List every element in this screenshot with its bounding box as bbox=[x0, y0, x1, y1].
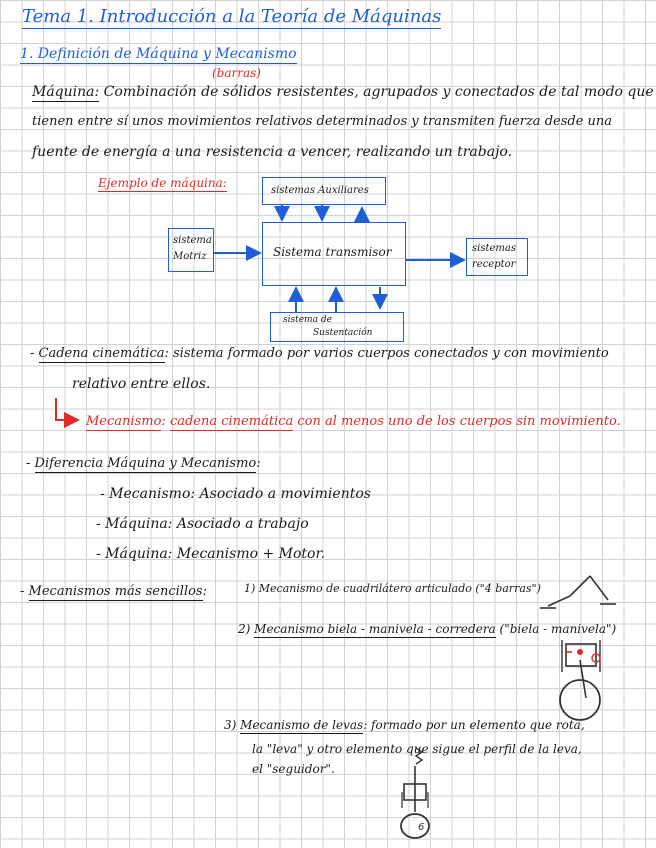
diferencia-item-2: - Máquina: Asociado a trabajo bbox=[96, 516, 309, 532]
cadena-term: Cadena cinemática bbox=[38, 346, 165, 361]
sencillos-heading: Mecanismos más sencillos bbox=[28, 584, 203, 599]
cadena-def-1: : sistema formado por varios cuerpos conectados y con movimiento bbox=[164, 346, 609, 361]
sencillos-item-3-line-3: el "seguidor". bbox=[252, 762, 335, 776]
sencillos-heading-line: - Mecanismos más sencillos: bbox=[20, 584, 207, 599]
maquina-text-1: Combinación de sólidos resistentes, agrupados y conectados de tal modo que bbox=[103, 84, 654, 100]
sencillos-item-2-title: Mecanismo biela - manivela - corredera bbox=[254, 622, 496, 636]
cadena-dash: - bbox=[30, 346, 39, 361]
maquina-term: Máquina: bbox=[32, 84, 100, 100]
box-receptor-label-1: sistemas bbox=[472, 243, 516, 254]
mecanismo-def-rest: con al menos uno de los cuerpos sin movimiento. bbox=[297, 414, 621, 429]
diferencia-heading-line: - Diferencia Máquina y Mecanismo: bbox=[26, 456, 261, 471]
cadena-line-1 bbox=[30, 346, 609, 361]
sencillos-item-2-num: 2) bbox=[238, 622, 251, 636]
box-motriz-label-2: Motriz bbox=[173, 251, 207, 262]
diferencia-heading: Diferencia Máquina y Mecanismo bbox=[34, 456, 257, 471]
cadena-def-2: relativo entre ellos. bbox=[72, 376, 211, 392]
mecanismo-term: Mecanismo bbox=[86, 414, 162, 429]
svg-text:6: 6 bbox=[418, 822, 425, 833]
cam-sketch bbox=[401, 748, 429, 838]
diferencia-item-3: - Máquina: Mecanismo + Motor. bbox=[96, 546, 326, 562]
mecanismo-line bbox=[86, 414, 621, 429]
barras-note: (barras) bbox=[212, 66, 261, 80]
sencillos-item-1: 1) Mecanismo de cuadrilátero articulado ("4 barras") bbox=[244, 582, 541, 595]
box-auxiliares-label: sistemas Auxiliares bbox=[271, 185, 369, 196]
sencillos-item-2-rest: ("biela - manivela") bbox=[499, 622, 617, 636]
maquina-text-3: fuente de energía a una resistencia a vencer, realizando un trabajo. bbox=[32, 144, 513, 160]
diferencia-colon: : bbox=[256, 456, 261, 471]
slider-crank-sketch bbox=[560, 640, 600, 720]
sencillos-item-3-rest: : formado por un elemento que rota, bbox=[363, 718, 585, 732]
box-sustentacion-label-1: sistema de bbox=[283, 315, 332, 325]
page-title: Tema 1. Introducción a la Teoría de Máquinas bbox=[22, 6, 442, 27]
sencillos-item-3-num: 3) bbox=[224, 718, 237, 732]
box-receptor-label-2: receptor bbox=[472, 259, 516, 270]
sencillos-item-3-line-2: la "leva" y otro elemento que sigue el perfil de la leva, bbox=[252, 742, 582, 756]
diagram-label: Ejemplo de máquina: bbox=[98, 176, 227, 190]
sencillos-item-3 bbox=[224, 718, 585, 732]
box-motriz-label-1: sistema bbox=[173, 235, 212, 246]
maquina-text-2: tienen entre sí unos movimientos relativos determinados y transmiten fuerza desde una bbox=[32, 114, 613, 129]
sencillos-item-3-title: Mecanismo de levas bbox=[240, 718, 364, 732]
section-heading: 1. Definición de Máquina y Mecanismo bbox=[20, 46, 297, 62]
diferencia-item-1: - Mecanismo: Asociado a movimientos bbox=[100, 486, 371, 502]
sencillos-colon: : bbox=[202, 584, 207, 599]
mecanismo-arrow bbox=[56, 398, 76, 420]
mecanismo-def-ul: cadena cinemática bbox=[169, 414, 294, 429]
mecanismo-colon: : bbox=[161, 414, 166, 429]
box-sustentacion-label-2: Sustentación bbox=[313, 328, 373, 338]
sencillos-item-2 bbox=[238, 622, 616, 636]
four-bar-sketch bbox=[540, 576, 616, 608]
box-transmisor-label: Sistema transmisor bbox=[273, 245, 392, 259]
